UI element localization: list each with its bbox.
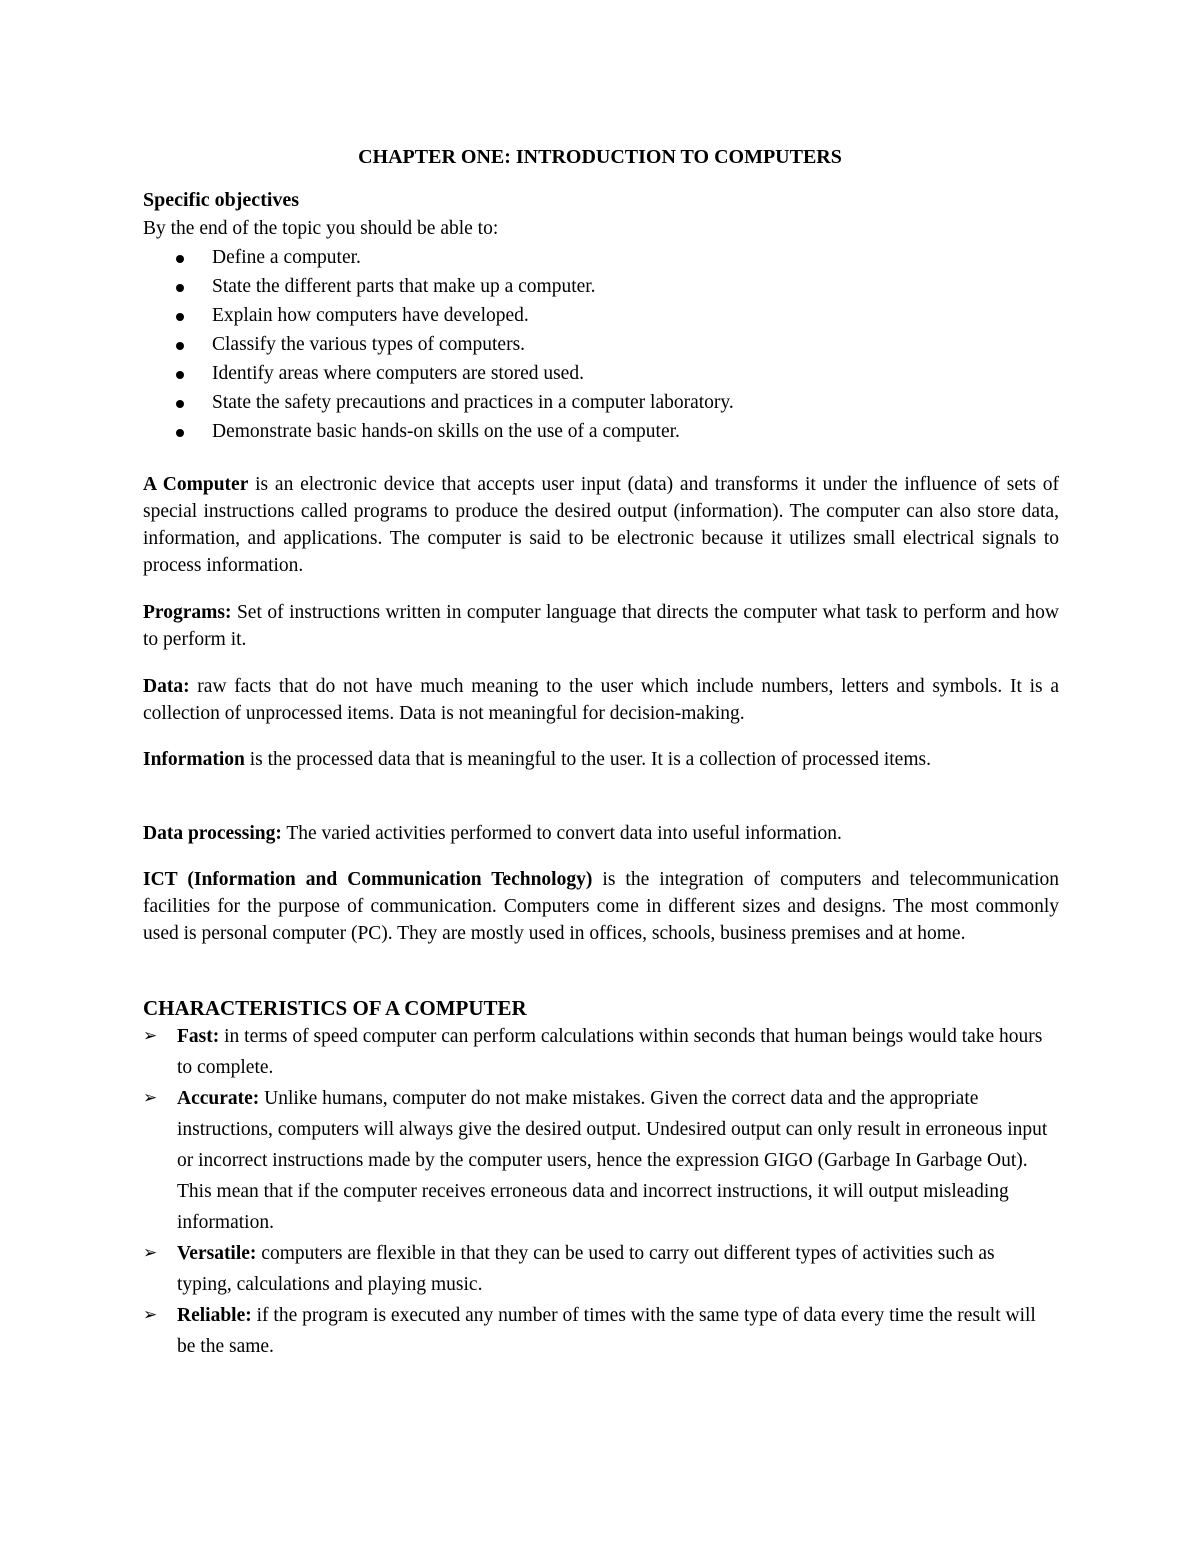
data-definition [143,673,1059,727]
characteristic-text: if the program is executed any number of times with the same type of data every time the result will be the same. [177,1305,1036,1357]
characteristic-text: computers are flexible in that they can be used to carry out different types of activities such as typing, calculations and playing music. [177,1243,995,1295]
characteristic-term: Versatile: [177,1243,257,1264]
objective-text: Explain how computers have developed. [212,305,529,326]
definition-term: Information [143,749,245,770]
definition-text: is the integration of computers and telecommunication facilities for the purpose of communication. Computers come in different sizes and designs. The most commonly used is personal computer (PC). They are mostly used in offices, schools, business premises and at home. [143,869,1059,944]
list-item [143,1083,1053,1238]
objective-text: Identify areas where computers are stored used. [212,363,584,384]
bullet-icon [176,255,184,263]
list-item [143,360,734,389]
ict-definition [143,866,1059,947]
characteristics-heading: CHARACTERISTICS OF A COMPUTER [143,996,527,1020]
chapter-title: CHAPTER ONE: INTRODUCTION TO COMPUTERS [358,146,842,168]
list-item [143,389,734,418]
characteristic-term: Reliable: [177,1305,252,1326]
arrow-bullet-icon: ➢ [143,1088,158,1108]
definition-term: Data processing: [143,823,282,844]
list-item [143,1021,1053,1083]
objective-text: State the safety precautions and practices in a computer laboratory. [212,392,734,413]
list-item [143,302,734,331]
definition-term: A Computer [143,474,249,495]
characteristic-text: in terms of speed computer can perform calculations within seconds that human beings would take hours to complete. [177,1026,1043,1078]
objective-text: Define a computer. [212,247,361,268]
arrow-bullet-icon: ➢ [143,1026,158,1046]
data-processing-definition [143,820,1059,847]
list-item [143,1300,1053,1362]
characteristic-term: Accurate: [177,1088,260,1109]
definition-term: Programs: [143,602,232,623]
computer-definition [143,471,1059,579]
objective-text: State the different parts that make up a computer. [212,276,596,297]
bullet-icon [176,284,184,292]
definition-text: The varied activities performed to convert data into useful information. [281,823,842,844]
list-item [143,1238,1053,1300]
objective-text: Classify the various types of computers. [212,334,526,355]
definition-text: is an electronic device that accepts user input (data) and transforms it under the influence of sets of special instructions called programs to produce the desired output (information). The computer can also store data, information, and applications. The computer is said to be electronic because it utilizes small electrical signals to process information. [143,474,1059,576]
characteristics-list [143,1021,1053,1362]
bullet-icon [176,371,184,379]
programs-definition [143,599,1059,653]
definition-term: ICT (Information and Communication Technology) [143,869,593,890]
objective-text: Demonstrate basic hands-on skills on the use of a computer. [212,421,680,442]
objectives-heading: Specific objectives [143,189,300,211]
list-item [143,418,734,447]
arrow-bullet-icon: ➢ [143,1305,158,1325]
objectives-list [143,244,734,447]
bullet-icon [176,400,184,408]
definition-text: is the processed data that is meaningful to the user. It is a collection of processed items. [244,749,931,770]
bullet-icon [176,342,184,350]
bullet-icon [176,313,184,321]
characteristic-text: Unlike humans, computer do not make mistakes. Given the correct data and the appropriate instructions, computers will always give the desired output. Undesired output can only result in erroneous input or incorrect instructions made by the computer users, hence the expression GIGO (Garbage In Garbage Out). This mean that if the computer receives erroneous data and incorrect instructions, it will output misleading information. [177,1088,1048,1233]
definition-term: Data: [143,676,190,697]
definition-text: raw facts that do not have much meaning to the user which include numbers, letters and symbols. It is a collection of unprocessed items. Data is not meaningful for decision-making. [143,676,1059,724]
bullet-icon [176,429,184,437]
definition-text: Set of instructions written in computer language that directs the computer what task to perform and how to perform it. [143,602,1059,650]
list-item [143,273,734,302]
list-item [143,244,734,273]
information-definition [143,746,1059,773]
objectives-intro: By the end of the topic you should be able to: [143,218,499,239]
list-item [143,331,734,360]
characteristic-term: Fast: [177,1026,220,1047]
arrow-bullet-icon: ➢ [143,1243,158,1263]
